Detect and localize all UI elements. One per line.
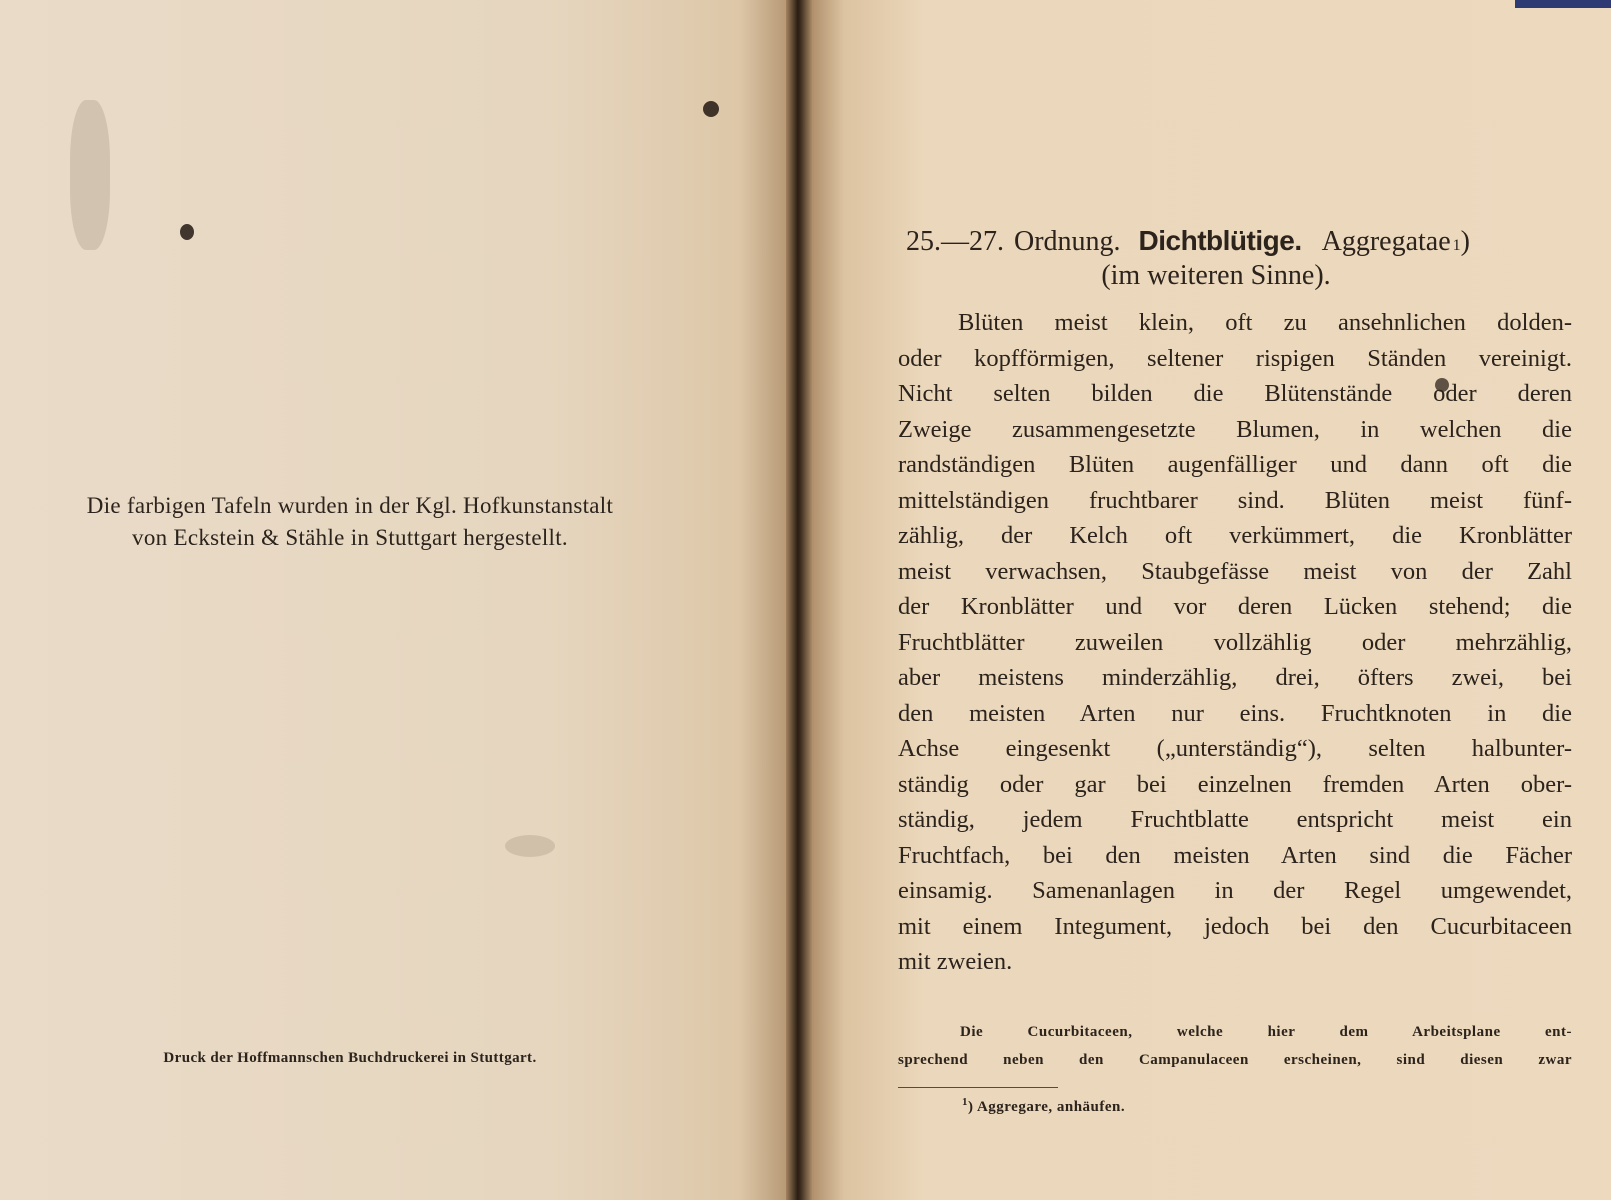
order-heading-line-1: 25.—27. Ordnung. Dichtblütige. Aggregatae 1 ) bbox=[906, 225, 1470, 257]
ink-spot bbox=[180, 224, 194, 240]
text-line: zählig, der Kelch oft verkümmert, die Kronblätter bbox=[898, 522, 1572, 549]
text-line: Nicht selten bilden die Blütenstände oder deren bbox=[898, 380, 1572, 407]
text-line: der Kronblätter und vor deren Lücken stehend; die bbox=[898, 593, 1572, 620]
footnote-mark-paren: ) bbox=[968, 1099, 974, 1115]
footnote-mark: 1 bbox=[962, 1096, 968, 1108]
order-german-name: Dichtblütige. bbox=[1138, 225, 1302, 256]
small-print-remark bbox=[898, 1018, 1572, 1074]
text-line: einsamig. Samenanlagen in der Regel umgewendet, bbox=[898, 877, 1572, 904]
text-line: aber meistens minderzählig, drei, öfters zwei, bei bbox=[898, 664, 1572, 691]
order-number: 25.—27. bbox=[906, 226, 1004, 257]
text-line: ständig oder gar bei einzelnen fremden Arten ober- bbox=[898, 770, 1572, 798]
order-description bbox=[898, 305, 1572, 980]
small-text-line: Die Cucurbitaceen, welche hier dem Arbeitsplane ent- bbox=[960, 1024, 1572, 1040]
right-page bbox=[812, 0, 1611, 1200]
footnote-rule bbox=[898, 1087, 1058, 1088]
text-line: randständigen Blüten augenfälliger und dann oft die bbox=[898, 451, 1572, 478]
ink-spot bbox=[703, 101, 719, 117]
text-line: Zweige zusammengesetzte Blumen, in welchen die bbox=[898, 415, 1572, 443]
page-stain bbox=[505, 835, 555, 857]
text-line: Fruchtfach, bei den meisten Arten sind die Fächer bbox=[898, 841, 1572, 869]
footnote-text: Aggregare, anhäufen. bbox=[976, 1099, 1126, 1115]
order-heading bbox=[906, 224, 1586, 293]
background-edge bbox=[1515, 0, 1611, 8]
text-line: Fruchtblätter zuweilen vollzählig oder mehrzählig, bbox=[898, 628, 1572, 656]
colour-plates-note bbox=[0, 490, 700, 554]
text-line: Blüten meist klein, oft zu ansehnlichen dolden- bbox=[958, 309, 1572, 336]
text-line: oder kopfförmigen, seltener rispigen Ständen vereinigt. bbox=[898, 344, 1572, 372]
text-line: mit einem Integument, jedoch bei den Cucurbitaceen bbox=[898, 912, 1572, 940]
small-text-line: sprechend neben den Campanulaceen erscheinen, sind diesen zwar bbox=[898, 1052, 1572, 1068]
colour-plates-line-1: Die farbigen Tafeln wurden in der Kgl. Hofkunstanstalt bbox=[86, 493, 614, 518]
left-page bbox=[0, 0, 786, 1200]
text-line: den meisten Arten nur eins. Fruchtknoten in die bbox=[898, 699, 1572, 727]
order-latin-name: Aggregatae bbox=[1321, 226, 1451, 257]
text-line: Achse eingesenkt („unterständig“), selten halbunter- bbox=[898, 735, 1572, 762]
book-gutter bbox=[786, 0, 812, 1200]
footnote-reference-paren: ) bbox=[1460, 226, 1470, 257]
text-line: ständig, jedem Fruchtblatte entspricht meist ein bbox=[898, 806, 1572, 833]
text-line: mittelständigen fruchtbarer sind. Blüten meist fünf- bbox=[898, 486, 1572, 514]
text-line: mit zweien. bbox=[898, 948, 1013, 975]
order-heading-line-2: (im weiteren Sinne). bbox=[1101, 260, 1331, 291]
order-label: Ordnung. bbox=[1014, 226, 1121, 257]
footnote bbox=[962, 1096, 1125, 1116]
page-stain bbox=[70, 100, 110, 250]
text-line: meist verwachsen, Staubgefässe meist von der Zahl bbox=[898, 557, 1572, 585]
colour-plates-line-2: von Eckstein & Stähle in Stuttgart hergestellt. bbox=[132, 525, 568, 550]
printer-imprint: Druck der Hoffmannschen Buchdruckerei in Stuttgart. bbox=[163, 1050, 537, 1066]
